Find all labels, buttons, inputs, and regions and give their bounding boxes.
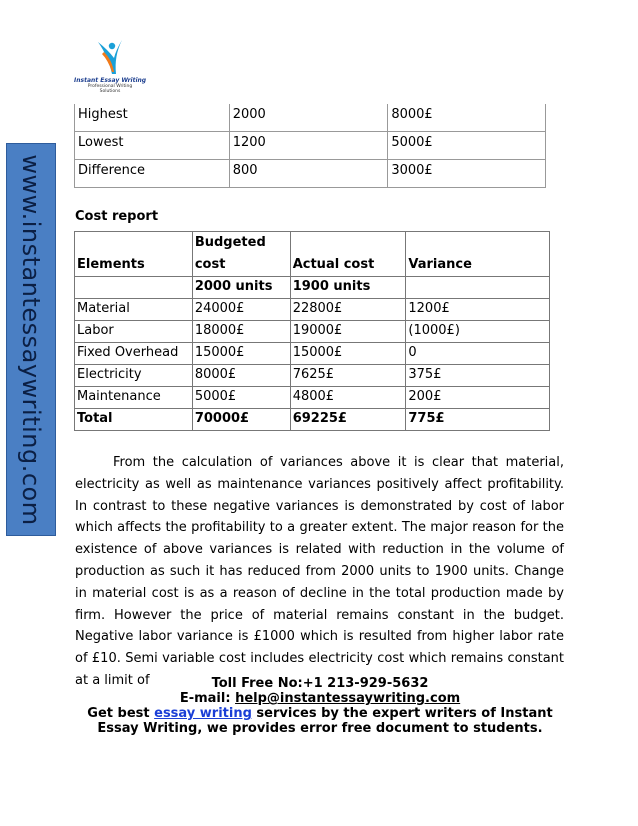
table-cell: Electricity: [75, 365, 193, 387]
table-row: [75, 387, 550, 409]
logo-tagline-2: Solutions: [99, 89, 121, 94]
table-cell: Labor: [75, 321, 193, 343]
table-cell: 1200£: [406, 299, 550, 321]
table-cell: Fixed Overhead: [75, 343, 193, 365]
table-cell: 8000£: [192, 365, 290, 387]
table-cell: 18000£: [192, 321, 290, 343]
table-cell: 15000£: [290, 343, 406, 365]
table-row: [75, 299, 550, 321]
column-header: Variance: [406, 232, 550, 277]
cost-report-table: [74, 231, 550, 431]
table-cell: Total: [75, 409, 193, 431]
logo: [74, 38, 146, 98]
website-sidebar-banner: [6, 143, 56, 536]
table-cell: Difference: [75, 160, 230, 188]
units-row: [75, 277, 550, 299]
table-cell: 1200: [229, 132, 388, 160]
table-cell: 0: [406, 343, 550, 365]
cost-report-heading: Cost report: [75, 209, 159, 224]
promo-text-pre: Get best: [87, 706, 155, 721]
table-cell: [406, 277, 550, 299]
table-cell: 2000 units: [192, 277, 290, 299]
table-row: [75, 343, 550, 365]
essay-writing-link[interactable]: essay writing: [154, 706, 252, 721]
table-cell: 5000£: [192, 387, 290, 409]
promo-line: [70, 706, 570, 736]
table-cell: 22800£: [290, 299, 406, 321]
table-cell: (1000£): [406, 321, 550, 343]
table-cell: Lowest: [75, 132, 230, 160]
table-cell: 8000£: [388, 104, 546, 132]
table-cell: 69225£: [290, 409, 406, 431]
table-cell: Maintenance: [75, 387, 193, 409]
table-cell: 70000£: [192, 409, 290, 431]
table-cell: 1900 units: [290, 277, 406, 299]
table-row: [75, 160, 546, 188]
table-cell: 2000: [229, 104, 388, 132]
table-cell: 5000£: [388, 132, 546, 160]
table-cell: Highest: [75, 104, 230, 132]
table-cell: 4800£: [290, 387, 406, 409]
total-row: [75, 409, 550, 431]
promo-text-post: services by the expert writers of Instant Essay Writing, we provides error free document to students.: [97, 706, 553, 736]
logo-figure-icon: [90, 38, 130, 76]
table-cell: 775£: [406, 409, 550, 431]
logo-tagline: Professional Writing: [87, 84, 133, 89]
table-cell: Material: [75, 299, 193, 321]
column-header: Budgeted cost: [192, 232, 290, 277]
table-row: [75, 104, 546, 132]
range-table: [74, 104, 546, 188]
email-link[interactable]: help@instantessaywriting.com: [235, 691, 461, 706]
column-header: Elements: [75, 232, 193, 277]
table-cell: 15000£: [192, 343, 290, 365]
email-label: E-mail:: [179, 691, 236, 706]
table-cell: [75, 277, 193, 299]
table-cell: 200£: [406, 387, 550, 409]
table-row: [75, 365, 550, 387]
toll-free-number: Toll Free No:+1 213-929-5632: [211, 676, 429, 691]
footer: [70, 676, 570, 736]
website-url: www.instantessaywriting.com: [17, 153, 45, 526]
table-header-row: [75, 232, 550, 277]
table-row: [75, 321, 550, 343]
paragraph-text: From the calculation of variances above it is clear that material, electricity as well as maintenance variances positively affect profitability. In contrast to these negative variances is demonstrated by cost of labor which affects the profitability to a greater extent. The major reason for the existence of above variances is related with reduction in the volume of production as such it has reduced from 2000 units to 1900 units. Change in material cost is as a reason of decline in the total production made by firm. However the price of material remains constant in the budget. Negative labor variance is £1000 which is resulted from higher labor rate of £10. Semi variable cost includes electricity cost which remains constant at a limit of: [75, 455, 564, 688]
table-cell: 7625£: [290, 365, 406, 387]
table-row: [75, 132, 546, 160]
logo-brand: Instant Essay Writing: [74, 77, 147, 84]
table-cell: 24000£: [192, 299, 290, 321]
table-cell: 19000£: [290, 321, 406, 343]
email-line: [70, 691, 570, 706]
table-cell: 3000£: [388, 160, 546, 188]
column-header: Actual cost: [290, 232, 406, 277]
body-paragraph: [75, 452, 564, 692]
table-cell: 800: [229, 160, 388, 188]
table-cell: 375£: [406, 365, 550, 387]
